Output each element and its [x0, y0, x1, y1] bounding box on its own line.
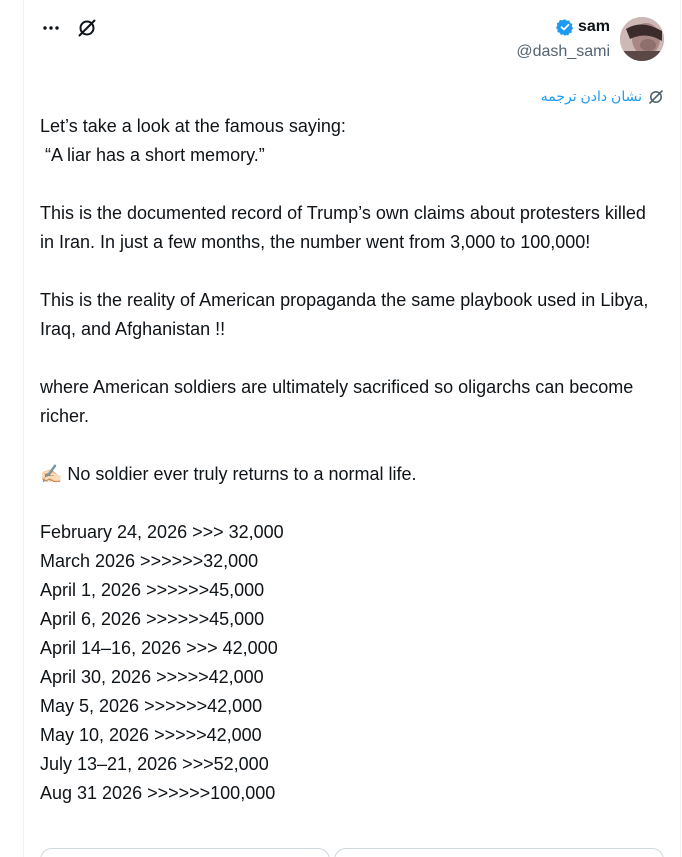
tweet-line-1: Let’s take a look at the famous saying: [40, 116, 346, 136]
claims-list-item: April 30, 2026 >>>>>42,000 [40, 667, 264, 687]
user-handle[interactable]: @dash_sami [516, 43, 610, 60]
tweet-line-2: “A liar has a short memory.” [40, 145, 265, 165]
avatar[interactable] [620, 17, 664, 61]
claims-list-item: March 2026 >>>>>>32,000 [40, 551, 259, 571]
avatar-image [620, 17, 664, 61]
verified-badge-icon [556, 18, 574, 36]
display-name[interactable]: sam [577, 18, 610, 35]
card-border-left [23, 0, 24, 857]
show-translation-label[interactable]: نشان دادن ترجمه [540, 88, 642, 104]
claims-list-item: May 5, 2026 >>>>>>42,000 [40, 696, 263, 716]
tweet-actions-top [40, 14, 98, 42]
claims-list-item: July 13–21, 2026 >>>52,000 [40, 754, 269, 774]
claims-list-item: April 1, 2026 >>>>>>45,000 [40, 580, 265, 600]
grok-button[interactable] [76, 17, 98, 39]
tweet-text [40, 112, 660, 808]
grok-icon [77, 18, 97, 38]
tweet-paragraph-2: This is the documented record of Trump’s own claims about protesters killed in Iran. In just a few months, the number went from 3,000 to 100,000! [40, 203, 646, 252]
show-translation-link[interactable] [541, 88, 664, 105]
claims-list-item: Aug 31 2026 >>>>>>100,000 [40, 783, 276, 803]
media-card-left[interactable] [40, 848, 330, 857]
tweet-paragraph-5 [40, 460, 660, 489]
user-info[interactable] [516, 16, 610, 61]
claims-list-item: May 10, 2026 >>>>>42,000 [40, 725, 262, 745]
more-options-button[interactable] [40, 17, 62, 39]
name-row [516, 16, 610, 38]
claims-list-item: April 14–16, 2026 >>> 42,000 [40, 638, 278, 658]
media-card-right[interactable] [334, 848, 664, 857]
writing-hand-emoji: ✍🏻 [40, 464, 63, 484]
claims-list-item: April 6, 2026 >>>>>>45,000 [40, 609, 265, 629]
claims-list [40, 518, 660, 808]
more-horizontal-icon [41, 18, 61, 38]
claims-list-item: February 24, 2026 >>> 32,000 [40, 522, 284, 542]
tweet-paragraph-3: This is the reality of American propaganda the same playbook used in Libya, Iraq, and Afghanistan !! [40, 290, 649, 339]
tweet-paragraph-4: where American soldiers are ultimately sacrificed so oligarchs can become richer. [40, 377, 634, 426]
grok-icon [648, 89, 664, 105]
card-border-right [680, 0, 681, 857]
tweet-paragraph-5-text: No soldier ever truly returns to a normal life. [62, 464, 417, 484]
